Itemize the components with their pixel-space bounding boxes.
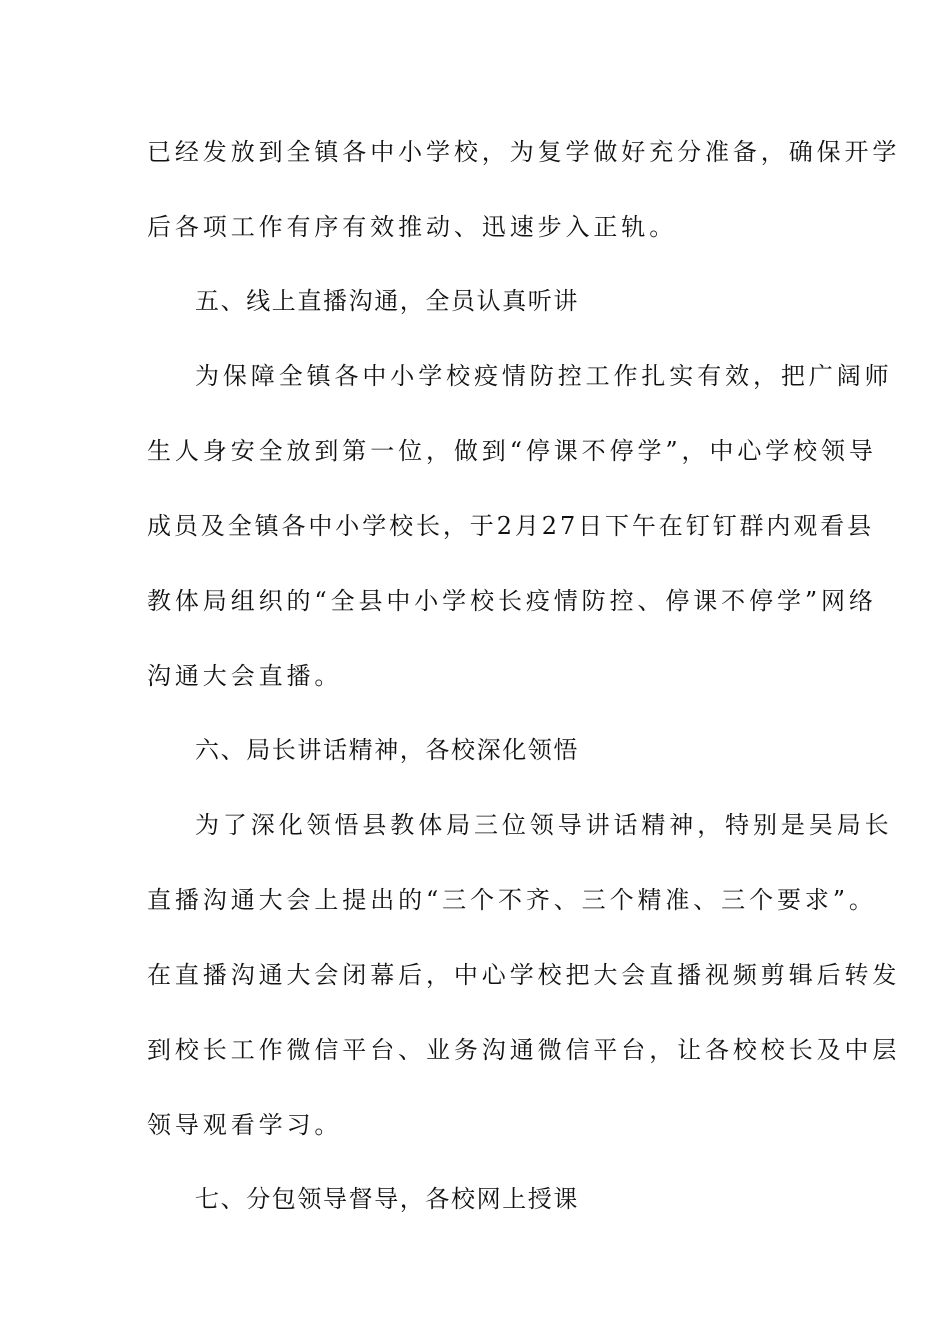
paragraph-line: 到校长工作微信平台、业务沟通微信平台，让各校校长及中层 (147, 1036, 901, 1064)
paragraph-line: 为了深化领悟县教体局三位领导讲话精神，特别是吴局长 (195, 811, 893, 839)
paragraph-line: 已经发放到全镇各中小学校，为复学做好充分准备，确保开学 (147, 138, 901, 166)
paragraph-line: 后各项工作有序有效推动、迅速步入正轨。 (147, 213, 678, 241)
paragraph-line: 成员及全镇各中小学校长，于2月27日下午在钉钉群内观看县 (147, 512, 875, 540)
paragraph-line: 生人身安全放到第一位，做到“停课不停学”，中心学校领导 (147, 437, 877, 465)
paragraph-line: 沟通大会直播。 (147, 662, 343, 690)
paragraph-line: 领导观看学习。 (147, 1111, 343, 1139)
paragraph-line: 教体局组织的“全县中小学校长疫情防控、停课不停学”网络 (147, 587, 877, 615)
section-heading-6: 六、局长讲话精神，各校深化领悟 (195, 736, 579, 764)
section-heading-5: 五、线上直播沟通，全员认真听讲 (195, 287, 579, 315)
section-heading-7: 七、分包领导督导，各校网上授课 (195, 1185, 579, 1213)
paragraph-line: 直播沟通大会上提出的“三个不齐、三个精准、三个要求”。 (147, 886, 877, 914)
paragraph-line: 在直播沟通大会闭幕后，中心学校把大会直播视频剪辑后转发 (147, 961, 901, 989)
paragraph-line: 为保障全镇各中小学校疫情防控工作扎实有效，把广阔师 (195, 362, 893, 390)
